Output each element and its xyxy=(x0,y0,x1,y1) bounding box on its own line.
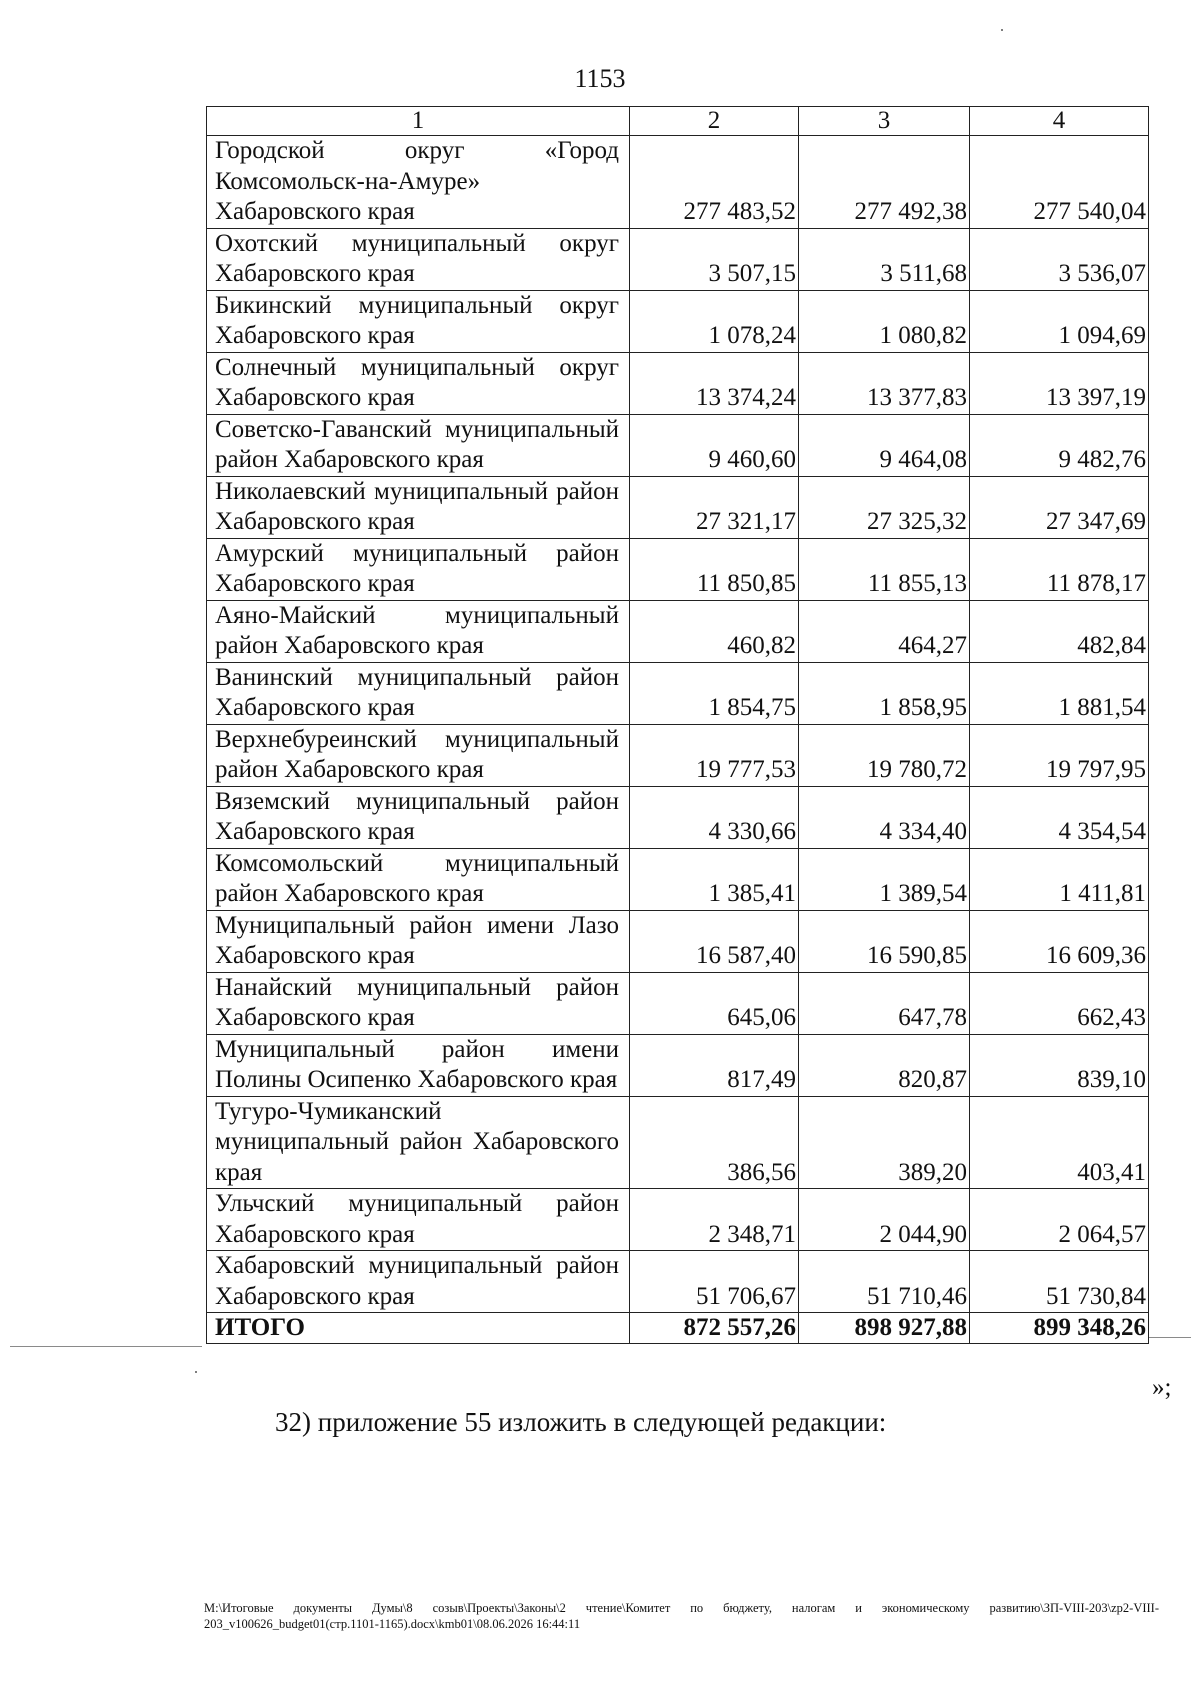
instruction-text: 32) приложение 55 изложить в следующей редакции: xyxy=(275,1407,887,1437)
value-col-3: 27 325,32 xyxy=(799,476,970,538)
municipality-name: Ульчский муниципальный район Хабаровского края xyxy=(207,1189,630,1251)
value-col-3: 820,87 xyxy=(799,1034,970,1096)
table-row xyxy=(207,136,1149,229)
value-col-2: 27 321,17 xyxy=(630,476,799,538)
value-col-3: 1 080,82 xyxy=(799,290,970,352)
value-col-2: 386,56 xyxy=(630,1096,799,1189)
table-row xyxy=(207,724,1149,786)
value-col-3: 3 511,68 xyxy=(799,228,970,290)
table-row xyxy=(207,1189,1149,1251)
closing-quote: »; xyxy=(1152,1374,1172,1401)
column-header-3: 3 xyxy=(799,107,970,136)
value-col-4: 19 797,95 xyxy=(970,724,1149,786)
value-col-4: 1 411,81 xyxy=(970,848,1149,910)
table-row xyxy=(207,848,1149,910)
table-row xyxy=(207,538,1149,600)
value-col-3: 19 780,72 xyxy=(799,724,970,786)
value-col-2: 1 078,24 xyxy=(630,290,799,352)
value-col-4: 1 094,69 xyxy=(970,290,1149,352)
value-col-4: 4 354,54 xyxy=(970,786,1149,848)
total-col-4: 899 348,26 xyxy=(970,1313,1149,1344)
value-col-4: 1 881,54 xyxy=(970,662,1149,724)
scan-artifact-line xyxy=(1149,1337,1191,1338)
value-col-3: 13 377,83 xyxy=(799,352,970,414)
value-col-4: 3 536,07 xyxy=(970,228,1149,290)
municipality-name: Советско-Гаванский муниципальный район Хабаровского края xyxy=(207,414,630,476)
municipality-name: Бикинский муниципальный округ Хабаровского края xyxy=(207,290,630,352)
value-col-2: 9 460,60 xyxy=(630,414,799,476)
table-row xyxy=(207,476,1149,538)
municipality-name: Городской округ «Город Комсомольск-на-Амуре» Хабаровского края xyxy=(207,136,630,229)
scan-speck xyxy=(1001,29,1003,31)
value-col-4: 2 064,57 xyxy=(970,1189,1149,1251)
value-col-3: 647,78 xyxy=(799,972,970,1034)
value-col-3: 464,27 xyxy=(799,600,970,662)
value-col-4: 16 609,36 xyxy=(970,910,1149,972)
municipality-name: Николаевский муниципальный район Хабаровского края xyxy=(207,476,630,538)
total-label: ИТОГО xyxy=(207,1313,630,1344)
scan-artifact-line xyxy=(10,1346,202,1347)
value-col-3: 16 590,85 xyxy=(799,910,970,972)
table-row xyxy=(207,662,1149,724)
column-header-1: 1 xyxy=(207,107,630,136)
value-col-3: 1 389,54 xyxy=(799,848,970,910)
municipality-name: Аяно-Майский муниципальный район Хабаровского края xyxy=(207,600,630,662)
municipality-name: Солнечный муниципальный округ Хабаровского края xyxy=(207,352,630,414)
column-header-4: 4 xyxy=(970,107,1149,136)
municipality-name: Нанайский муниципальный район Хабаровского края xyxy=(207,972,630,1034)
municipality-name: Вяземский муниципальный район Хабаровского края xyxy=(207,786,630,848)
total-col-3: 898 927,88 xyxy=(799,1313,970,1344)
table-row xyxy=(207,786,1149,848)
budget-table xyxy=(206,106,1149,1344)
value-col-2: 817,49 xyxy=(630,1034,799,1096)
table-row xyxy=(207,910,1149,972)
municipality-name: Верхнебуреинский муниципальный район Хабаровского края xyxy=(207,724,630,786)
value-col-3: 277 492,38 xyxy=(799,136,970,229)
value-col-2: 13 374,24 xyxy=(630,352,799,414)
value-col-2: 460,82 xyxy=(630,600,799,662)
value-col-2: 1 854,75 xyxy=(630,662,799,724)
value-col-2: 4 330,66 xyxy=(630,786,799,848)
page-number: 1153 xyxy=(574,64,626,93)
table-row xyxy=(207,352,1149,414)
value-col-3: 11 855,13 xyxy=(799,538,970,600)
table-row xyxy=(207,1034,1149,1096)
table-row xyxy=(207,1096,1149,1189)
total-col-2: 872 557,26 xyxy=(630,1313,799,1344)
value-col-4: 27 347,69 xyxy=(970,476,1149,538)
value-col-2: 277 483,52 xyxy=(630,136,799,229)
value-col-2: 3 507,15 xyxy=(630,228,799,290)
value-col-4: 839,10 xyxy=(970,1034,1149,1096)
column-header-2: 2 xyxy=(630,107,799,136)
value-col-4: 662,43 xyxy=(970,972,1149,1034)
scan-speck xyxy=(195,1371,197,1373)
value-col-3: 51 710,46 xyxy=(799,1251,970,1313)
value-col-2: 16 587,40 xyxy=(630,910,799,972)
table-row xyxy=(207,600,1149,662)
municipality-name: Комсомольский муниципальный район Хабаровского края xyxy=(207,848,630,910)
value-col-2: 51 706,67 xyxy=(630,1251,799,1313)
value-col-2: 19 777,53 xyxy=(630,724,799,786)
value-col-3: 389,20 xyxy=(799,1096,970,1189)
table-row xyxy=(207,414,1149,476)
value-col-3: 2 044,90 xyxy=(799,1189,970,1251)
value-col-2: 11 850,85 xyxy=(630,538,799,600)
table-row xyxy=(207,972,1149,1034)
value-col-2: 1 385,41 xyxy=(630,848,799,910)
value-col-4: 11 878,17 xyxy=(970,538,1149,600)
municipality-name: Ванинский муниципальный район Хабаровского края xyxy=(207,662,630,724)
municipality-name: Муниципальный район имени Полины Осипенко Хабаровского края xyxy=(207,1034,630,1096)
value-col-3: 1 858,95 xyxy=(799,662,970,724)
table-header-row xyxy=(207,107,1149,136)
value-col-4: 13 397,19 xyxy=(970,352,1149,414)
value-col-4: 482,84 xyxy=(970,600,1149,662)
table-row xyxy=(207,1251,1149,1313)
total-row xyxy=(207,1313,1149,1344)
value-col-3: 4 334,40 xyxy=(799,786,970,848)
value-col-4: 51 730,84 xyxy=(970,1251,1149,1313)
footer-file-path: M:\Итоговые документы Думы\8 созыв\Проекты\Законы\2 чтение\Комитет по бюджету, налогам и экономическому развитию\ЗП-VIII-203\zp2-VIII-203_v100626_budget01(стр.1101-1165).docx\kmb01\08.06.2026 16:44:11 xyxy=(204,1601,1159,1631)
value-col-3: 9 464,08 xyxy=(799,414,970,476)
table-row xyxy=(207,290,1149,352)
value-col-2: 2 348,71 xyxy=(630,1189,799,1251)
value-col-4: 403,41 xyxy=(970,1096,1149,1189)
municipality-name: Охотский муниципальный округ Хабаровского края xyxy=(207,228,630,290)
table-row xyxy=(207,228,1149,290)
municipality-name: Амурский муниципальный район Хабаровского края xyxy=(207,538,630,600)
municipality-name: Муниципальный район имени Лазо Хабаровского края xyxy=(207,910,630,972)
municipality-name: Хабаровский муниципальный район Хабаровского края xyxy=(207,1251,630,1313)
municipality-name: Тугуро-Чумиканский муниципальный район Хабаровского края xyxy=(207,1096,630,1189)
value-col-4: 277 540,04 xyxy=(970,136,1149,229)
value-col-2: 645,06 xyxy=(630,972,799,1034)
value-col-4: 9 482,76 xyxy=(970,414,1149,476)
